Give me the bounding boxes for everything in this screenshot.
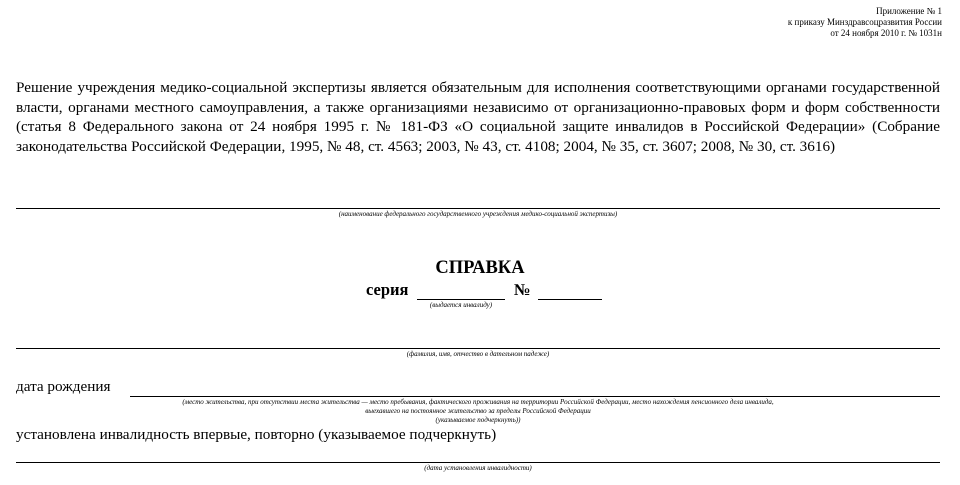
document-title: СПРАВКА: [435, 258, 525, 278]
appendix-header: [788, 6, 942, 39]
appendix-title: Приложение № 1: [876, 6, 942, 16]
disability-date-field-line[interactable]: [16, 462, 940, 463]
disability-label: установлена инвалидность впервые, повторно (указываемое подчеркнуть): [16, 426, 497, 443]
address-caption-line3: (указываемое подчеркнуть)): [435, 416, 521, 424]
number-field-line[interactable]: [538, 299, 602, 300]
address-caption-line1: (место жительства, при отсутствии места жительства — место пребывания, фактического проживания на территории Российской Федерации, место нахождения пенсионного дела инвалида,: [182, 398, 774, 406]
appendix-date: от 24 ноября 2010 г. № 1031н: [830, 28, 942, 38]
institution-field-line[interactable]: [16, 208, 940, 209]
institution-caption: (наименование федерального государственного учреждения медико-социальной экспертизы): [338, 210, 618, 218]
series-caption: (выдается инвалиду): [429, 301, 493, 309]
birth-date-label: дата рождения: [16, 378, 111, 395]
name-caption: (фамилия, имя, отчество в дательном падеже): [406, 350, 550, 358]
birth-date-field-line[interactable]: [130, 396, 940, 397]
number-label: №: [514, 280, 531, 299]
appendix-order: к приказу Минздравсоцразвития России: [787, 17, 942, 27]
intro-paragraph: Решение учреждения медико-социальной экспертизы является обязательным для исполнения соответствующими органами государственной власти, органами местного самоуправления, а также организациями независимо от организационно-правовых форм и форм собственности (статья 8 Федерального закона от 24 ноября 1995 г. № 181-ФЗ «О социальной защите инвалидов в Российской Федерации» (Собрание законодательства Российской Федерации, 1995, № 48, ст. 4563; 2003, № 43, ст. 4108; 2004, № 35, ст. 3607; 2008, № 30, ст. 3616): [16, 79, 940, 155]
series-label: серия: [366, 280, 409, 299]
series-field-line[interactable]: [417, 299, 505, 300]
address-caption-line2: выехавшего на постоянное жительство за пределы Российской Федерации: [365, 407, 591, 415]
name-field-line[interactable]: [16, 348, 940, 349]
disability-date-caption: (дата установления инвалидности): [424, 464, 532, 472]
